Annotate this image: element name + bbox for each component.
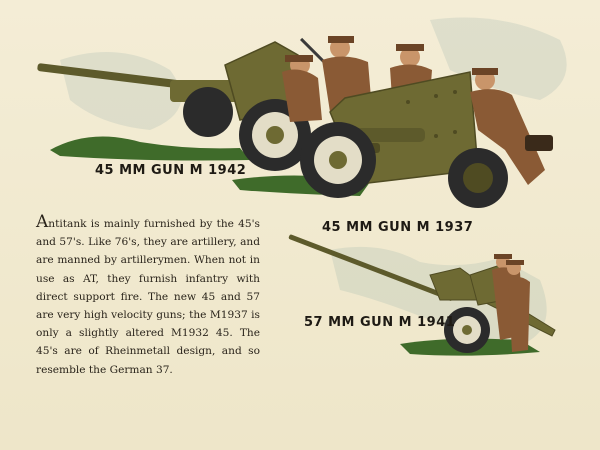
drop-cap: A: [36, 212, 49, 232]
hub: [266, 126, 284, 144]
body-paragraph: [36, 214, 260, 379]
hub: [462, 325, 472, 335]
caption-gun-m1937: 45 MM GUN M 1937: [322, 220, 474, 235]
hub: [463, 163, 493, 193]
hub: [329, 151, 347, 169]
caption-gun-m1942: 45 MM GUN M 1942: [95, 163, 247, 178]
paragraph-text: ntitank is mainly furnished by the 45's and 57's. Like 76's, they are artillery, and are manned by artillerymen. When not in use as AT, they furnish infantry with direct support fire. The new 45 and 57 are very high velocity guns; the M1937 is only a slightly altered M1932 45. The 45's are of Rheinmetall design, and so resemble the German 37.: [36, 218, 260, 376]
grass-patch: [50, 137, 250, 161]
caption-gun-m1941: 57 MM GUN M 1941: [304, 315, 456, 330]
wheel-left: [183, 87, 233, 137]
